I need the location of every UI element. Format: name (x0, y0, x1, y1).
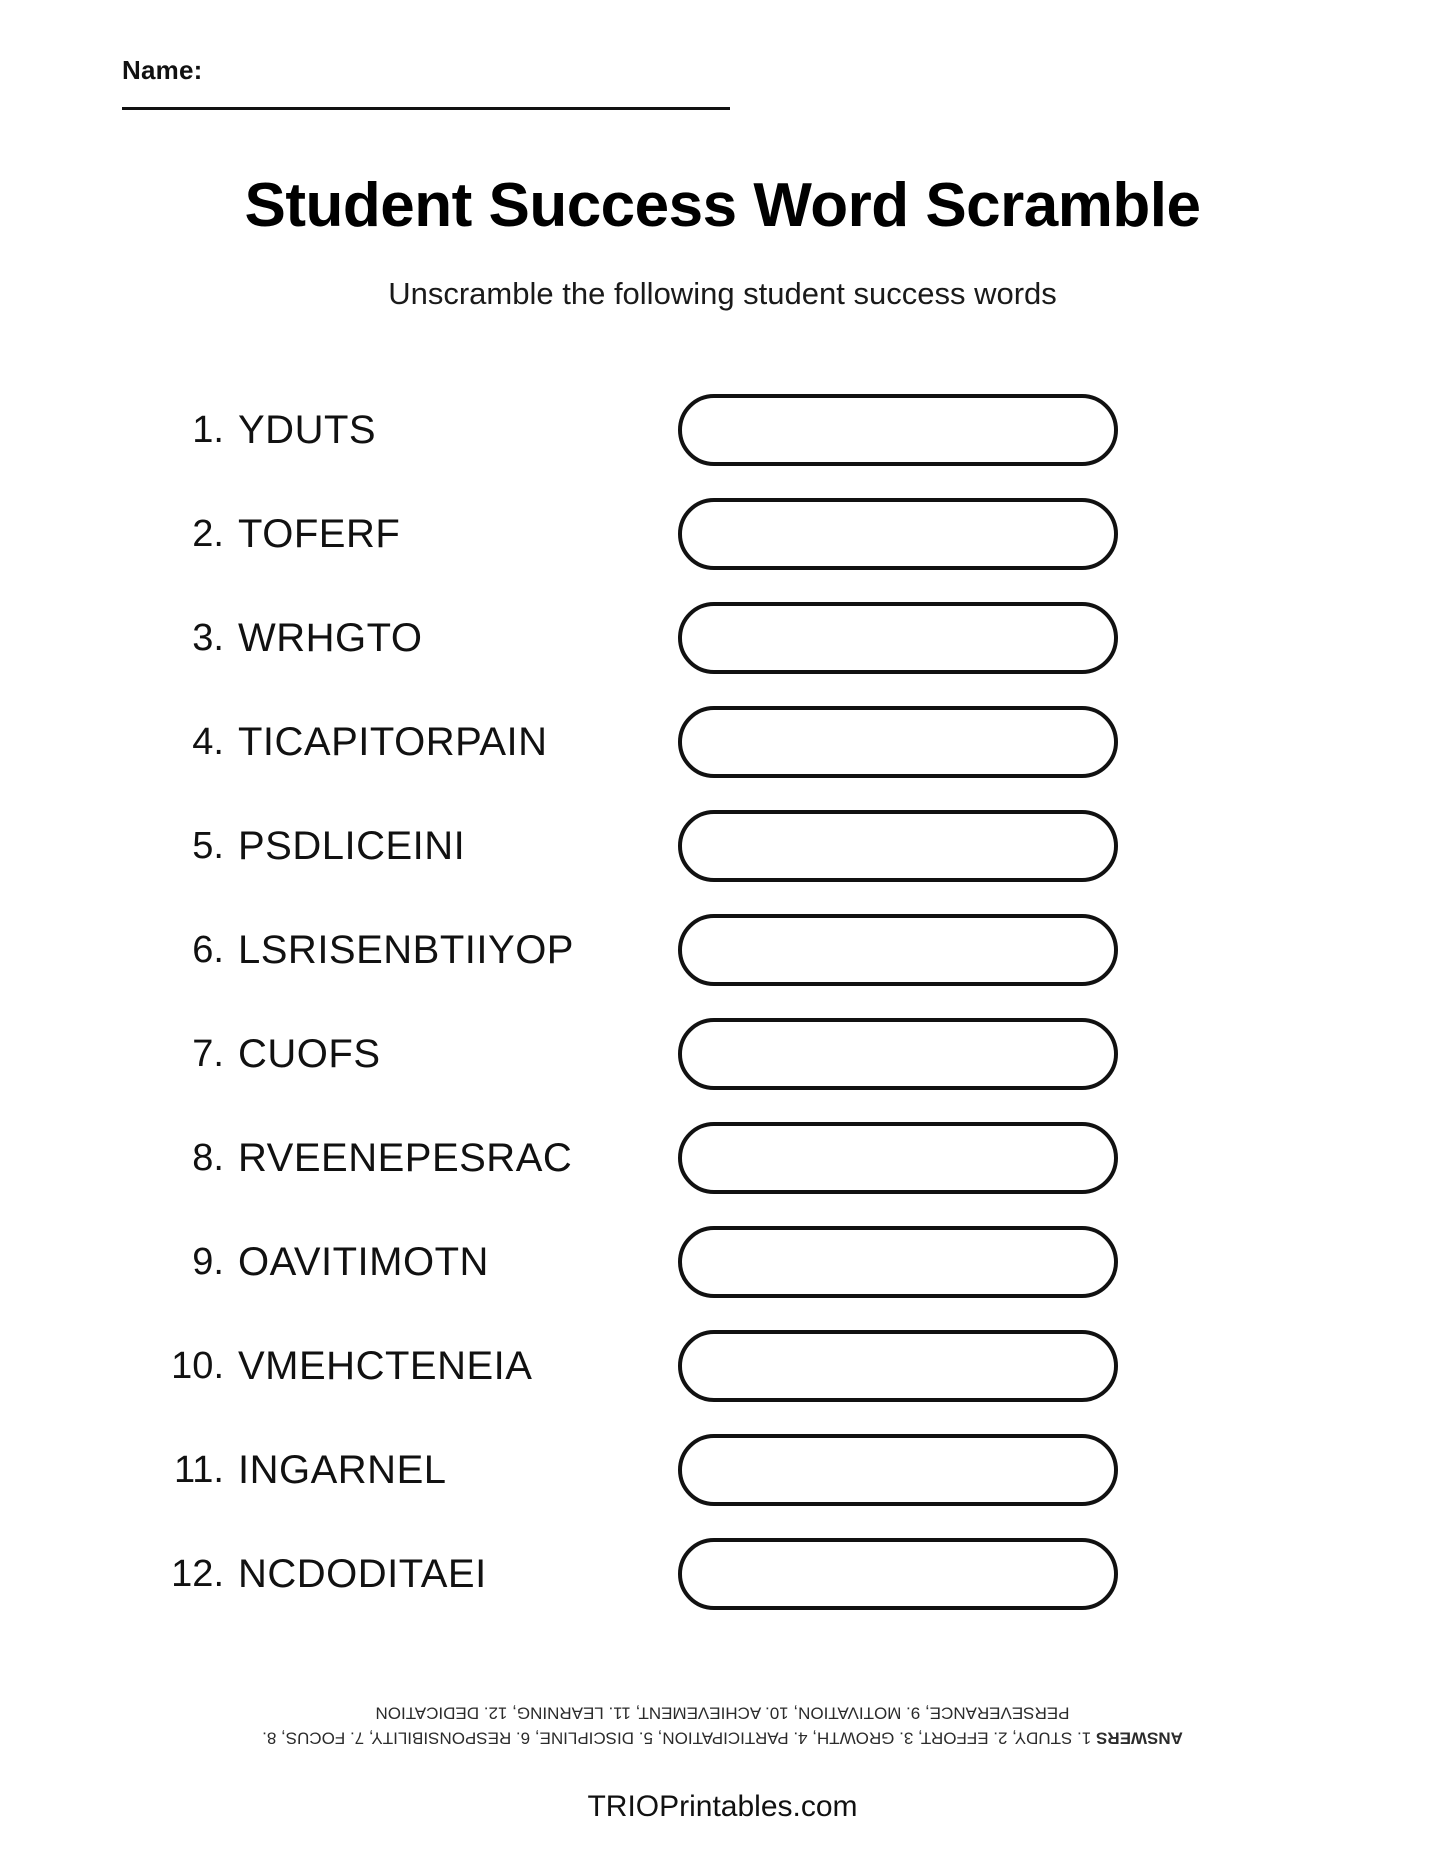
scrambled-word: PSDLICEINI (238, 823, 466, 868)
item-number: 4. (192, 720, 224, 763)
list-item (0, 1522, 1445, 1626)
list-item (0, 1002, 1445, 1106)
scrambled-word: CUOFS (238, 1031, 381, 1076)
answer-input-box[interactable] (678, 914, 1118, 986)
scrambled-word: INGARNEL (238, 1447, 447, 1492)
answer-input-box[interactable] (678, 810, 1118, 882)
list-item (0, 794, 1445, 898)
brand-footer: TRIOPrintables.com (587, 1790, 858, 1823)
answer-input-box[interactable] (678, 1226, 1118, 1298)
item-number: 5. (192, 824, 224, 867)
name-write-line[interactable] (122, 107, 730, 110)
list-item (0, 378, 1445, 482)
answer-input-box[interactable] (678, 1538, 1118, 1610)
list-item (0, 690, 1445, 794)
scrambled-word: RVEENEPESRAC (238, 1135, 573, 1180)
answer-input-box[interactable] (678, 1330, 1118, 1402)
scrambled-word: TOFERF (238, 511, 401, 556)
item-number: 10. (171, 1344, 224, 1387)
list-item (0, 482, 1445, 586)
scrambled-word: TICAPITORPAIN (238, 719, 548, 764)
list-item (0, 1314, 1445, 1418)
scrambled-word: NCDODITAEI (238, 1551, 487, 1596)
item-number: 2. (192, 512, 224, 555)
answer-input-box[interactable] (678, 394, 1118, 466)
list-item (0, 586, 1445, 690)
answer-input-box[interactable] (678, 498, 1118, 570)
scrambled-word: OAVITIMOTN (238, 1239, 489, 1284)
answer-input-box[interactable] (678, 1434, 1118, 1506)
item-number: 7. (192, 1032, 224, 1075)
list-item (0, 1418, 1445, 1522)
item-number: 3. (192, 616, 224, 659)
list-item (0, 1106, 1445, 1210)
name-field-block (122, 56, 734, 110)
scrambled-word: WRHGTO (238, 615, 423, 660)
page-title: Student Success Word Scramble (244, 171, 1201, 240)
item-number: 12. (171, 1552, 224, 1595)
list-item (0, 898, 1445, 1002)
scrambled-word: VMEHCTENEIA (238, 1343, 533, 1388)
scramble-list (0, 378, 1445, 1626)
answer-input-box[interactable] (678, 602, 1118, 674)
name-label: Name: (122, 55, 203, 85)
answer-key-label: ANSWERS (1095, 1728, 1183, 1748)
answer-input-box[interactable] (678, 706, 1118, 778)
item-number: 11. (173, 1448, 224, 1491)
item-number: 6. (192, 928, 224, 971)
item-number: 1. (192, 408, 224, 451)
page-subtitle: Unscramble the following student success words (388, 276, 1057, 311)
item-number: 8. (192, 1136, 224, 1179)
answer-key-text: 1. STUDY, 2. EFFORT, 3. GROWTH, 4. PARTICIPATION, 5. DISCIPLINE, 6. RESPONSIBILITY, 7. FOCUS, 8. PERSEVERANCE, 9. MOTIVATION, 10. ACHIEVEMENT, 11. LEARNING, 12. DEDICATION (262, 1703, 1092, 1748)
answer-input-box[interactable] (678, 1122, 1118, 1194)
answer-key (0, 1700, 1445, 1749)
scrambled-word: LSRISENBTIIYOP (238, 927, 574, 972)
list-item (0, 1210, 1445, 1314)
answer-input-box[interactable] (678, 1018, 1118, 1090)
item-number: 9. (192, 1240, 224, 1283)
scrambled-word: YDUTS (238, 407, 377, 452)
